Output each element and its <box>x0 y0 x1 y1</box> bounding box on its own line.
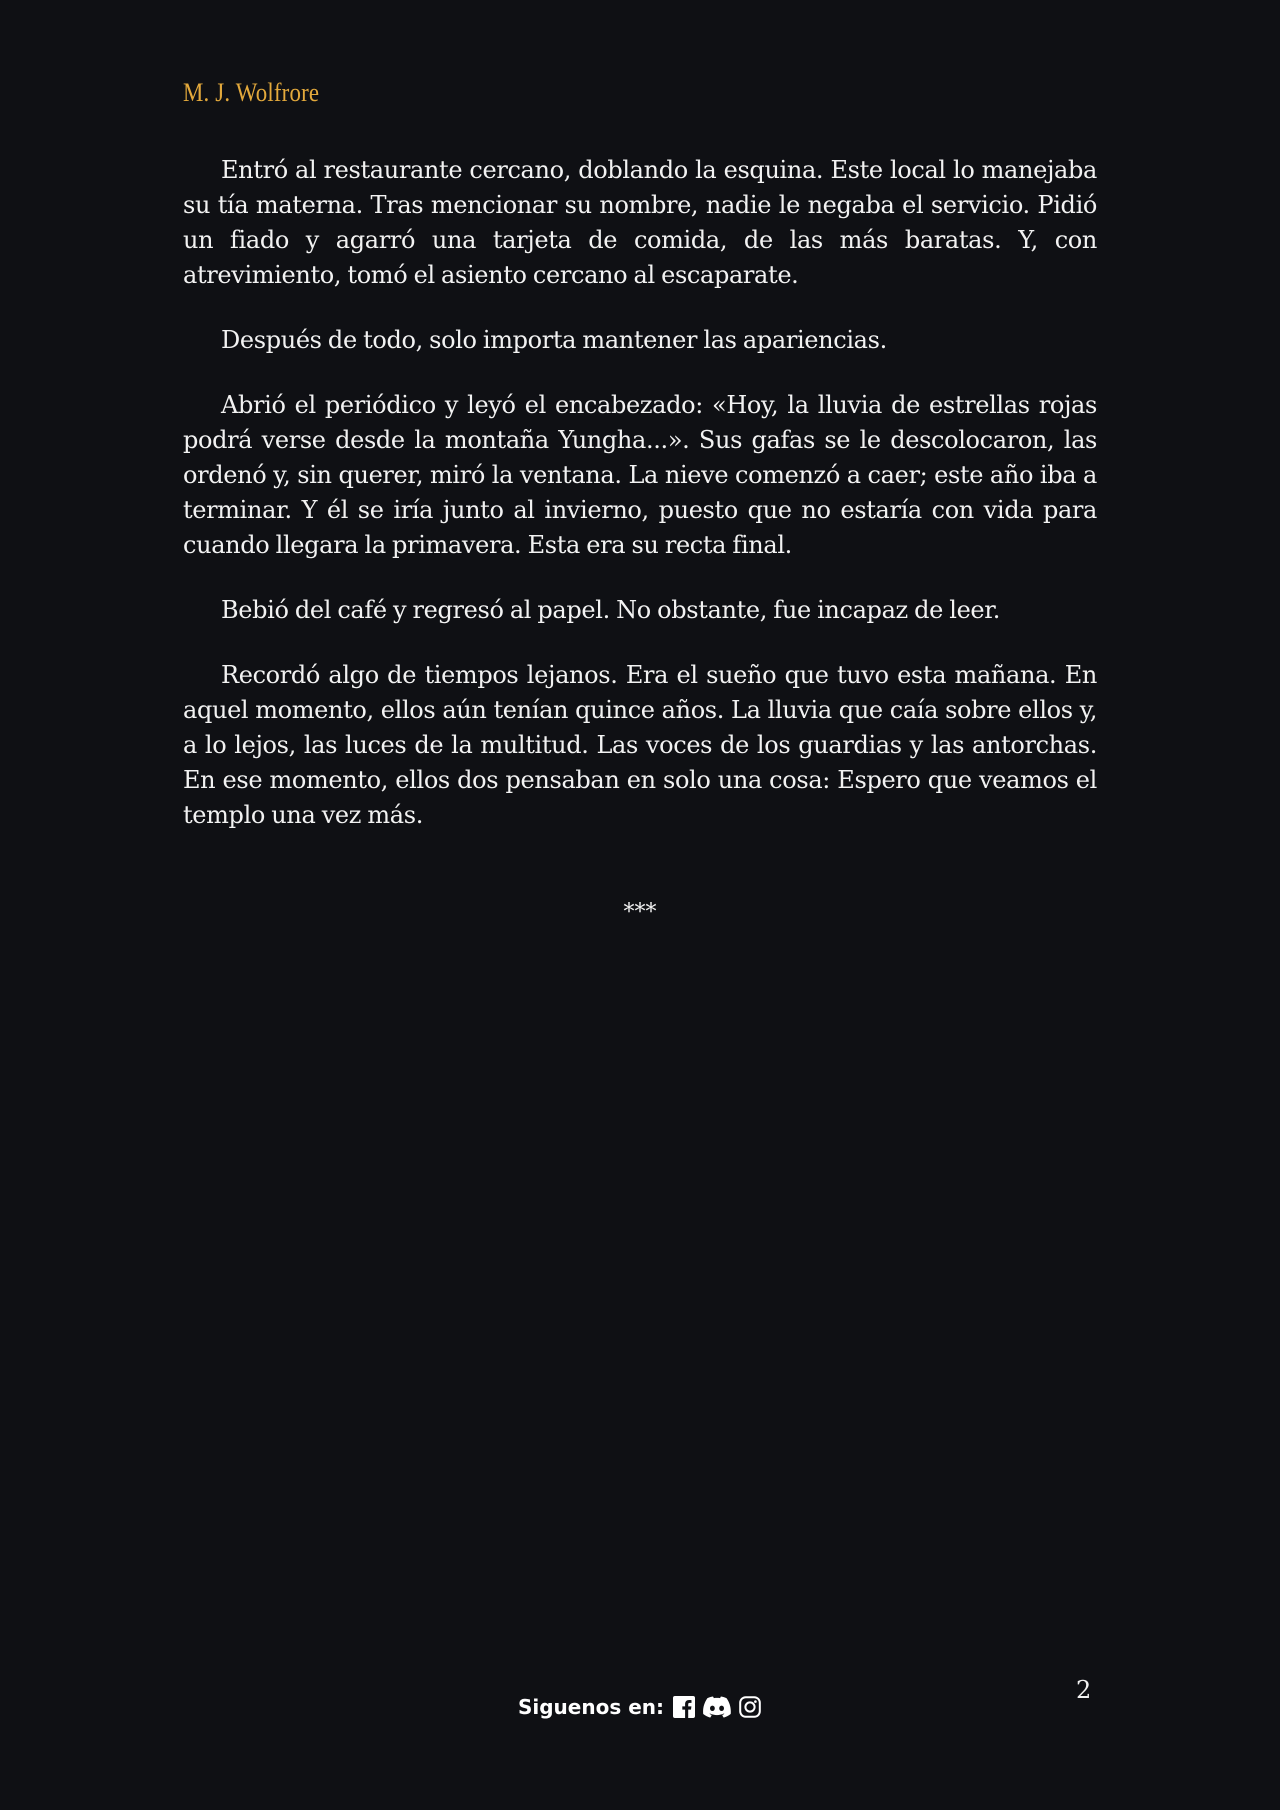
paragraph-1: Entró al restaurante cercano, doblando la esquina. Este local lo manejaba su tía materna. Tras mencionar su nombre, nadie le negaba el servicio. Pidió un fiado y agarró una tarjeta de comida, de las más baratas. Y, con atrevimiento, tomó el asiento cercano al escaparate. <box>183 156 1097 289</box>
paragraph-4: Bebió del café y regresó al papel. No obstante, fue incapaz de leer. <box>221 596 1001 624</box>
follow-us-label: Siguenos en: <box>517 1695 665 1719</box>
discord-icon[interactable] <box>702 1695 732 1719</box>
paragraph-5: Recordó algo de tiempos lejanos. Era el sueño que tuvo esta mañana. En aquel momento, ellos aún tenían quince años. La lluvia que caía sobre ellos y, a lo lejos, las luces de la multitud. Las voces de los guardias y las antorchas. En ese momento, ellos dos pensaban en solo una cosa: Espero que veamos el templo una vez más. <box>183 661 1097 829</box>
instagram-icon[interactable] <box>738 1695 762 1719</box>
social-footer <box>0 1695 1280 1719</box>
scene-break: *** <box>623 900 657 925</box>
paragraph-3: Abrió el periódico y leyó el encabezado: «Hoy, la lluvia de estrellas rojas podrá verse desde la montaña Yungha...». Sus gafas se le descolocaron, las ordenó y, sin querer, miró la ventana. La nieve comenzó a caer; este año iba a terminar. Y él se iría junto al invierno, puesto que no estaría con vida para cuando llegara la primavera. Esta era su recta final. <box>183 391 1097 559</box>
page-number: 2 <box>1076 1676 1092 1704</box>
running-header-author: M. J. Wolfrore <box>183 78 320 107</box>
paragraph-2: Después de todo, solo importa mantener las apariencias. <box>221 326 887 354</box>
chapter-body <box>183 153 1097 863</box>
facebook-icon[interactable] <box>672 1695 696 1719</box>
